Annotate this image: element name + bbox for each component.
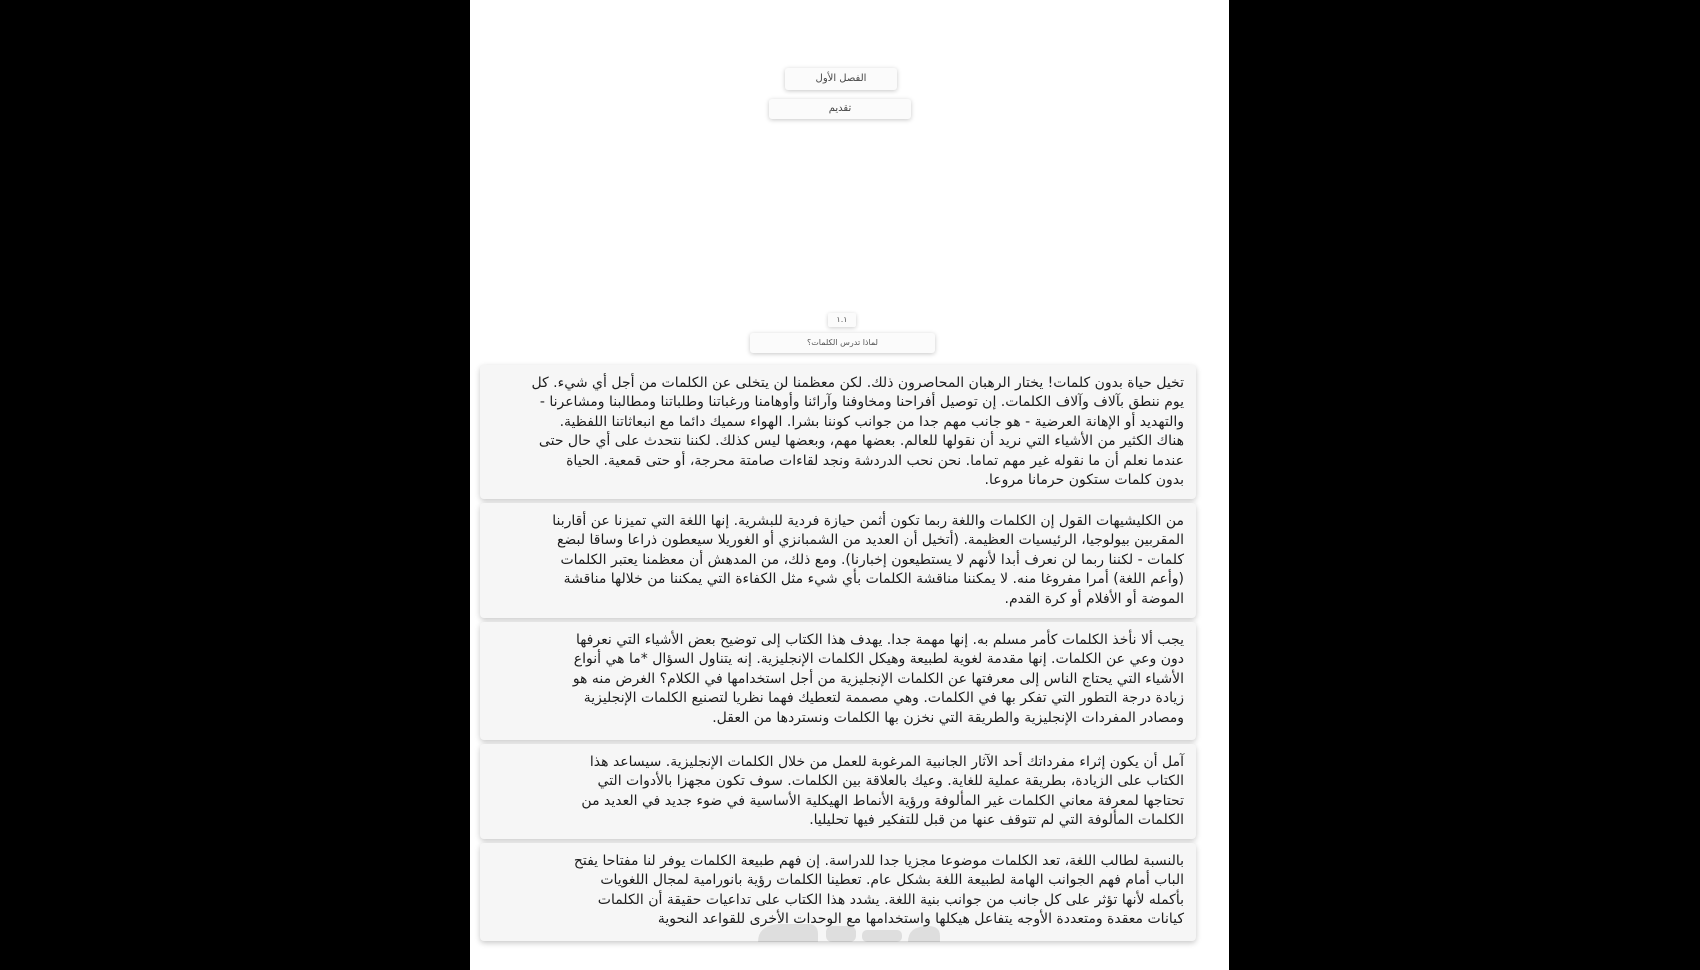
paragraph-line: (وأعم اللغة) أمرا مفروغا منه. لا يمكننا مناقشة الكلمات بأي شيء مثل الكفاءة التي يمكننا من خلالها مناقشة [563, 571, 1184, 588]
paragraph-line: عندما نعلم أن ما نقوله غير مهم تماما. نحن نحب الدردشة ونجد لقاءات صامتة محرجة، أو حتى قمعية. الحياة [566, 452, 1184, 469]
paragraph-line: تحتاجها لمعرفة معاني الكلمات غير المألوفة ورؤية الأنماط الهيكلية الأساسية في ضوء جديد في العديد من [581, 792, 1184, 809]
paragraph-line: بأكمله لأنها تؤثر على كل جانب من جوانب بنية اللغة. يشدد هذا الكتاب على تداعيات حقيقة أن الكلمات [597, 891, 1184, 908]
paragraph-line: كيانات معقدة ومتعددة الأوجه يتفاعل هيكلها واستخدامها مع الوحدات الأخرى للقواعد النحوية [657, 911, 1184, 928]
paragraph-line: الأشياء التي يحتاج الناس إلى معرفتها عن الكلمات الإنجليزية من أجل استخدامها في الكلام؟ الغرض منه هو [572, 670, 1184, 687]
paragraph-3 [480, 622, 1196, 740]
paragraph-line: هناك الكثير من الأشياء التي نريد أن نقولها للعالم. بعضها مهم، وبعضها ليس كذلك. لكننا نتحدث على أي حال حتى [538, 433, 1184, 450]
paragraph-line: المقربين بيولوجيا، الرئيسيات العظيمة. (أتخيل أن العديد من الشمبانزي أو الغوريلا سيعطون ذراعا وساقا لبضع [556, 532, 1184, 549]
paragraph-line: كلمات - لكننا ربما لن نعرف أبدا لأنهم لا يستطيعون إخبارنا). ومع ذلك، من المدهش أن معظمنا يعتبر الكلمات [560, 551, 1184, 568]
paragraph-line: يوم ننطق بآلاف وآلاف الكلمات. إن توصيل أفراحنا ومخاوفنا وآرائنا وأوهامنا ورغباتنا وطلباتنا ومطالبنا ومشاعرنا - [539, 394, 1184, 411]
paragraph-line: دون وعي عن الكلمات. إنها مقدمة لغوية لطبيعة وهيكل الكلمات الإنجليزية. إنه يتناول السؤال *ما هي أنواع [573, 651, 1184, 668]
document-page [470, 0, 1229, 970]
section-number: ١.١ [828, 313, 856, 327]
paragraph-line: زيادة درجة التطور التي تفكر بها في الكلمات. وهي مصممة لتعطيك فهما نظريا لتصنيع الكلمات الإنجليزية [583, 690, 1184, 707]
section-title: لماذا تدرس الكلمات؟ [750, 333, 935, 353]
paragraph-line: من الكليشيهات القول إن الكلمات واللغة ربما تكون أثمن حيازة فردية للبشرية. إنها اللغة التي تميزنا عن أقاربنا [552, 513, 1184, 529]
paragraph-line: يجب ألا نأخذ الكلمات كأمر مسلم به. إنها مهمة جدا. يهدف هذا الكتاب إلى توضيح بعض الأشياء التي نعرفها [575, 632, 1184, 648]
paragraph-line: آمل أن يكون إثراء مفرداتك أحد الآثار الجانبية المرغوبة للعمل من خلال الكلمات الإنجليزية. سيساعد هذا [589, 754, 1184, 770]
paragraph-line: الكلمات المألوفة التي لم تتوقف عنها من قبل للتفكير فيها تحليليا. [809, 812, 1184, 829]
watermark-logo-icon [748, 912, 948, 952]
paragraph-line: الباب أمام فهم الجوانب الهامة لطبيعة اللغة بشكل عام. تعطينا الكلمات رؤية بانورامية لمجال اللغويات [600, 872, 1184, 889]
intro-label: تقديم [769, 99, 911, 119]
chapter-label: الفصل الأول [785, 68, 897, 90]
paragraph-line: بدون كلمات ستكون حرمانا مروعا. [984, 472, 1184, 489]
paragraph-line: والتهديد أو الإهانة العرضية - هو جانب مهم جدا من جوانب كوننا بشرا. الهواء سميك دائما مع انبعاثاتنا اللفظية. [559, 413, 1184, 430]
paragraph-2 [480, 503, 1196, 618]
paragraph-4 [480, 744, 1196, 839]
paragraph-line: تخيل حياة بدون كلمات! يختار الرهبان المحاصرون ذلك. لكن معظمنا لن يتخلى عن الكلمات من أجل أي شيء. كل [531, 375, 1184, 391]
paragraph-line: ومصادر المفردات الإنجليزية والطريقة التي نخزن بها الكلمات ونستردها من العقل. [712, 709, 1184, 726]
paragraph-1 [480, 365, 1196, 499]
paragraph-line: الموضة أو الأفلام أو كرة القدم. [1004, 590, 1184, 607]
paragraph-line: الكتاب على الزيادة، بطريقة عملية للغاية. وعيك بالعلاقة بين الكلمات. سوف تكون مجهزا بالأدوات التي [597, 773, 1184, 790]
paragraph-line: بالنسبة لطالب اللغة، تعد الكلمات موضوعا مجزيا جدا للدراسة. إن فهم طبيعة الكلمات يوفر لنا مفتاحا يفتح [573, 853, 1184, 869]
